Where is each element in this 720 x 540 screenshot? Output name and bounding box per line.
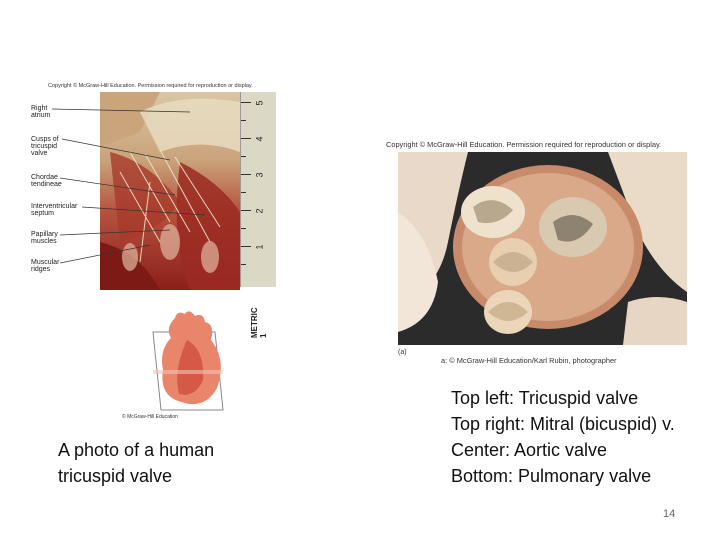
valve-list-item: Top left: Tricuspid valve xyxy=(451,388,639,408)
heart-diagram-credit: © McGraw-Hill Education xyxy=(122,414,178,420)
heart-valves-image xyxy=(398,152,687,345)
heart-orientation-icon xyxy=(145,310,235,415)
leader-lines xyxy=(0,0,260,300)
caption-line: tricuspid valve xyxy=(58,466,173,486)
panel-letter: (a) xyxy=(398,349,407,356)
label-cusps-tricuspid: Cusps of tricuspid valve xyxy=(31,136,59,157)
label-interventricular-septum: Interventricular septum xyxy=(31,203,78,217)
valve-list xyxy=(451,385,675,489)
heart-valves-photo xyxy=(398,152,687,345)
photo-credit: a: © McGraw-Hill Education/Karl Rubin, photographer xyxy=(441,356,617,365)
ruler-brand: METRIC 1 xyxy=(250,307,268,338)
ruler-number: 2 xyxy=(254,208,265,214)
ruler-number: 3 xyxy=(254,172,265,178)
label-chordae-tendineae: Chordae tendineae xyxy=(31,174,62,188)
slide-number: 14 xyxy=(663,508,676,520)
label-muscular-ridges: Muscular ridges xyxy=(31,259,60,273)
ruler-number: 5 xyxy=(254,100,265,106)
label-papillary-muscles: Papillary muscles xyxy=(31,231,58,245)
left-copyright: Copyright © McGraw-Hill Education. Permission required for reproduction or display. xyxy=(48,83,253,89)
right-copyright: Copyright © McGraw-Hill Education. Permission required for reproduction or display. xyxy=(386,140,662,149)
ruler-number: 4 xyxy=(254,136,265,142)
valve-list-item: Top right: Mitral (bicuspid) v. xyxy=(451,414,675,434)
caption-line: A photo of a human xyxy=(58,440,215,460)
label-right-atrium: Right atrium xyxy=(31,105,51,119)
ruler-number: 1 xyxy=(254,244,265,250)
valve-list-item: Bottom: Pulmonary valve xyxy=(451,466,652,486)
photo-caption xyxy=(58,437,214,489)
valve-list-item: Center: Aortic valve xyxy=(451,440,608,460)
